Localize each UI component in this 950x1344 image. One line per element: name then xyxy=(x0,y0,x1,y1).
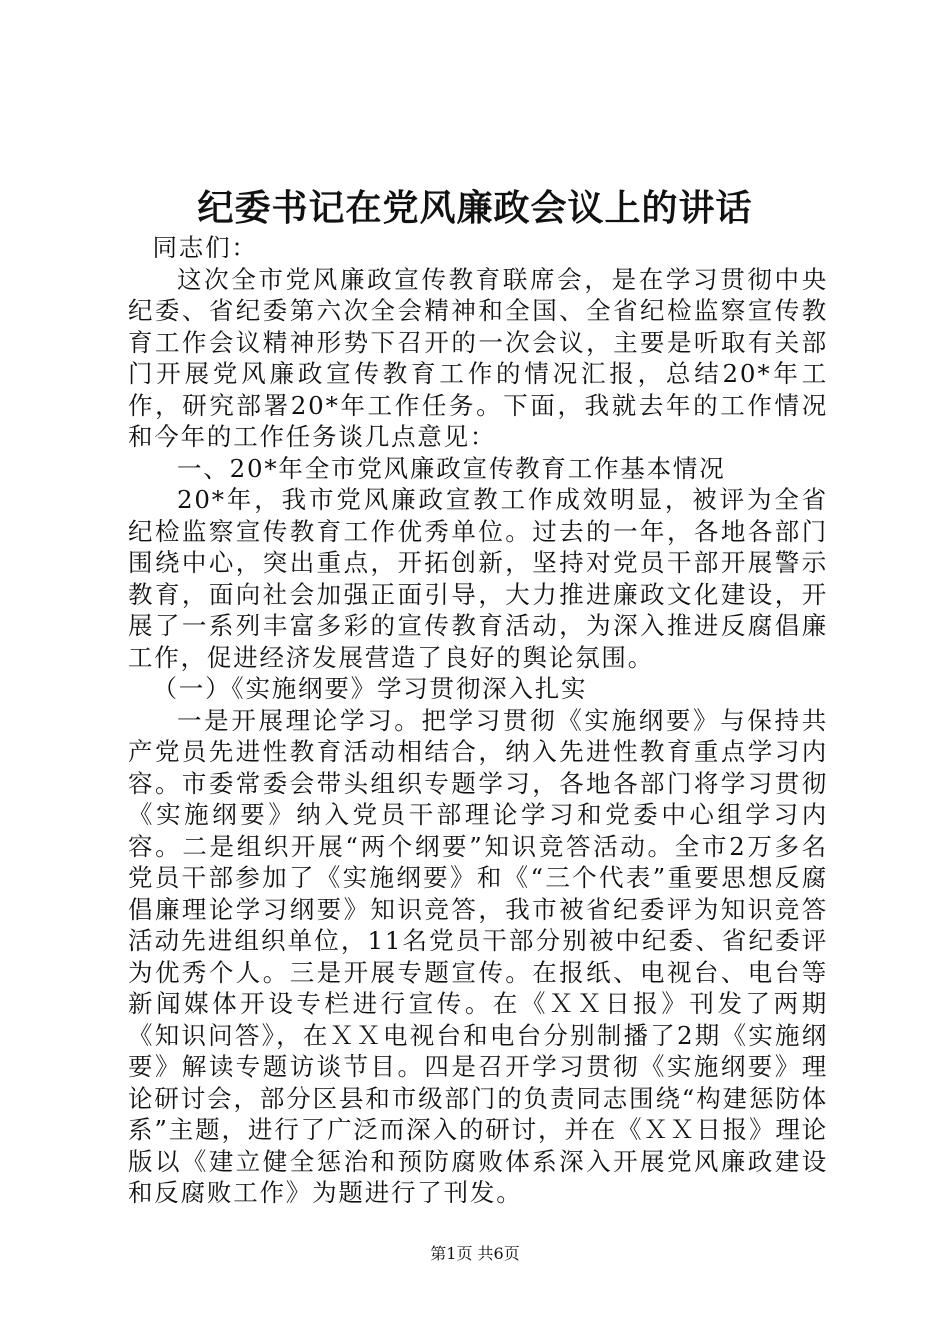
document-title: 纪委书记在党风廉政会议上的讲话 xyxy=(197,187,753,229)
page-number-footer: 第1页 共6页 xyxy=(430,1244,520,1263)
section-heading-1: 一、20*年全市党风廉政宣传教育工作基本情况 xyxy=(177,453,726,483)
salutation: 同志们： xyxy=(152,233,258,262)
paragraph-summary: 20*年，我市党风廉政宣教工作成效明显，被评为全省纪检监察宣传教育工作优秀单位。过去的一年，各地各部门围绕中心，突出重点，开拓创新，坚持对党员干部开展警示教育，面向社会加强正面引导，大力推进廉政文化建设，开展了一系列丰富多彩的宣传教育活动，为深入推进反腐倡廉工作，促进经济发展营造了良好的舆论氛围。 xyxy=(128,485,828,672)
document-body xyxy=(128,232,828,1209)
paragraph-details: 一是开展理论学习。把学习贯彻《实施纲要》与保持共产党员先进性教育活动相结合，纳入先进性教育重点学习内容。市委常委会带头组织专题学习，各地各部门将学习贯彻《实施纲要》纳入党员干部理论学习和党委中心组学习内容。二是组织开展“两个纲要”知识竞答活动。全市2万多名党员干部参加了《实施纲要》和《“三个代表”重要思想反腐倡廉理论学习纲要》知识竞答，我市被省纪委评为知识竞答活动先进组织单位，11名党员干部分别被中纪委、省纪委评为优秀个人。三是开展专题宣传。在报纸、电视台、电台等新闻媒体开设专栏进行宣传。在《ＸＸ日报》刊发了两期《知识问答》，在ＸＸ电视台和电台分别制播了2期《实施纲要》解读专题访谈节目。四是召开学习贯彻《实施纲要》理论研讨会，部分区县和市级部门的负责同志围绕“构建惩防体系”主题，进行了广泛而深入的研讨，并在《ＸＸ日报》理论版以《建立健全惩治和预防腐败体系深入开展党风廉政建设和反腐败工作》为题进行了刊发。 xyxy=(128,705,828,1207)
subsection-heading-1: （一）《实施纲要》学习贯彻深入扎实 xyxy=(152,674,588,703)
paragraph-intro: 这次全市党风廉政宣传教育联席会，是在学习贯彻中央纪委、省纪委第六次全会精神和全国、全省纪检监察宣传教育工作会议精神形势下召开的一次会议，主要是听取有关部门开展党风廉政宣传教育工作的情况汇报，总结20*年工作，研究部署20*年工作任务。下面，我就去年的工作情况和今年的工作任务谈几点意见： xyxy=(128,264,828,451)
